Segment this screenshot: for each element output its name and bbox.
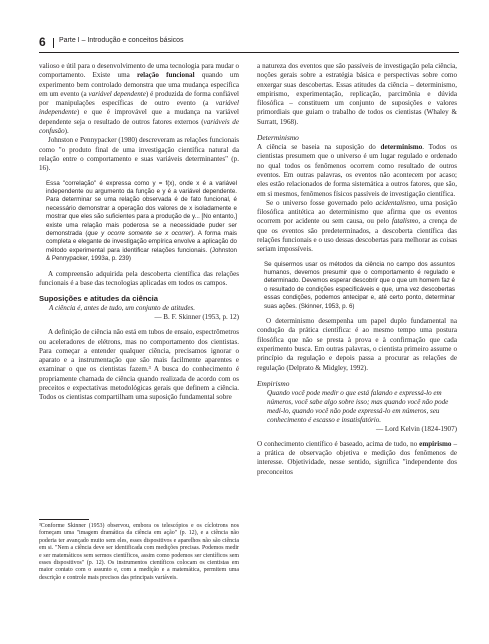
section-heading: Suposições e atitudes da ciência bbox=[39, 294, 159, 304]
page-number: 6 bbox=[39, 35, 46, 49]
left-column bbox=[39, 62, 239, 403]
header-rule bbox=[39, 52, 459, 53]
epigraph-attribution: — B. F. Skinner (1953, p. 12) bbox=[154, 313, 239, 322]
footnote-rule bbox=[39, 519, 89, 520]
paragraph: valioso e útil para o desenvolvimento de uma tecnologia para mudar o comportamento. Existe uma relação funcional quando um experimento bem controlado demonstra que uma mudança específica em um evento (a variável dependente) é produzida de forma confiável por manipulações específicas de outro evento (a variável independente) e que é improvável que a mudança na variável dependente seja o resultado de outros fatores externos (variáveis de confusão). bbox=[39, 62, 239, 136]
paragraph: a natureza dos eventos que são passíveis de investigação pela ciência, noções gerais sobre a estratégia básica e perspectivas sobre como enxergar suas descobertas. Essas atitudes da ciência – determinismo, empirismo, experimentação, replicação, parcimônia e dúvida filosófica – constituem um conjunto de suposições e valores primordiais que guiam o trabalho de todos os cientistas (Whaley & Surratt, 1968). bbox=[257, 62, 457, 126]
running-header bbox=[39, 37, 459, 51]
block-quote: Essa "correlação" é expressa como y = f(x), onde x é a variável independente ou argumento da função e y é a variável dependente. Para determinar se uma relação observada é de fato funcional, é necessário demonstrar a operação dos valores de x isoladamente e mostrar que eles são suficientes para a produção de y... [No entanto,] existe uma relação mais poderosa se a necessidade puder ser demonstrada (que y ocorre somente se x ocorrer). A forma mais completa e elegante de investigação empírica envolve a aplicação do método experimental para identificar relações funcionais. (Johnston & Pennypacker, 1993a, p. 239) bbox=[46, 179, 238, 263]
paragraph: O determinismo desempenha um papel duplo fundamental na condução da prática científica: é ao mesmo tempo uma postura filosófica que não se presta à prova e à confirmação que cada experimento busca. Em outras palavras, o cientista primeiro assume o princípio da regulação e depois passa a procurar as relações de regulação (Delprato & Midgley, 1992). bbox=[257, 317, 457, 372]
paragraph: O conhecimento científico é baseado, acima de tudo, no empirismo – a prática de observação objetiva e medição dos fenômenos de interesse. Objetividade, nesse sentido, significa "independente dos preconceitos bbox=[257, 439, 457, 476]
epigraph-attribution: — Lord Kelvin (1824-1907) bbox=[376, 424, 457, 433]
subsection-heading: Determinismo bbox=[257, 133, 299, 143]
paragraph: Se o universo fosse governado pelo acidentalismo, uma posição filosófica antitética ao determinismo que afirma que os eventos ocorrem por acidente ou sem causa, ou pelo fatalismo, a crença de que os eventos são predeterminados, a descoberta científica das relações funcionais e o uso dessas descobertas para melhorar as coisas seriam impossíveis. bbox=[257, 198, 457, 254]
epigraph: A ciência é, antes de tudo, um conjunto de atitudes. bbox=[49, 304, 196, 313]
part-title: Parte I – Introdução e conceitos básicos bbox=[59, 37, 184, 44]
subsection-heading: Empirismo bbox=[257, 378, 290, 388]
term-empiricism: empirismo bbox=[419, 439, 452, 448]
right-column bbox=[257, 62, 457, 477]
block-quote: Se quisermos usar os métodos da ciência no campo dos assuntos humanos, devemos presumir que o comportamento é regulado e determinado. Devemos esperar descobrir que o que um homem faz é o resultado de condições especificáveis e que, uma vez descobertas essas condições, podemos antecipar e, até certo ponto, determinar suas ações. (Skinner, 1953, p. 6) bbox=[264, 260, 455, 310]
paragraph: A definição de ciência não está em tubos de ensaio, espectrômetros ou aceleradores de elétrons, mas no comportamento dos cientistas. Para começar a entender qualquer ciência, precisamos ignorar o aparato e a instrumentação que são mais facilmente aparentes e examinar o que os cientistas fazem.³ A busca do conhecimento é propriamente chamada de ciência quando realizada de acordo com os preceitos e expectativas metodológicas gerais que definem a ciência. Todos os cientistas compartilham uma suposição fundamental sobre bbox=[39, 328, 239, 402]
term-determinism: determinismo bbox=[380, 143, 423, 152]
paragraph: Johnston e Pennypacker (1980) descreveram as relações funcionais como "o produto final de uma investigação científica natural da relação entre o comportamento e suas variáveis determinantes" (p. 16). bbox=[39, 136, 239, 173]
footnote: ³Conforme Skinner (1953) observou, embora os telescópios e os cíclotrons nos forneçam uma "imagem dramática da ciência em ação" (p. 12), e a ciência não poderia ter avançado muito sem eles, esses dispositivos e aparelhos não são ciência em si. "Nem a ciência deve ser identificada com medições precisas. Podemos medir e ser matemáticos sem sermos científicos, assim como podemos ser científicos sem esses dispositivos" (p. 12). Os instrumentos científicos colocam os cientistas em maior contato com o assunto e, com a medição e a matemática, permitem uma descrição e controle mais precisos das principais variáveis. bbox=[39, 523, 239, 581]
header-separator bbox=[53, 38, 54, 48]
paragraph: A compreensão adquirida pela descoberta científica das relações funcionais é a base das tecnologias aplicadas em todos os campos. bbox=[39, 269, 239, 287]
paragraph: A ciência se baseia na suposição do determinismo. Todos os cientistas presumem que o universo é um lugar regulado e ordenado no qual todos os fenômenos ocorrem como resultado de outros eventos. Em outras palavras, os eventos não acontecem por acaso; eles estão relacionados de forma sistemática a outros fatores, que são, em si mesmos, fenômenos físicos passíveis de investigação científica. bbox=[257, 143, 457, 198]
term-functional-relation: relação funcional bbox=[136, 71, 195, 80]
epigraph: Quando você pode medir o que está falando e expressá-lo em números, você sabe algo sobre isso; mas quando você não pode medi-lo, quando você não pode expressá-lo em números, seu conhecimento é escasso e insatisfatório. bbox=[267, 388, 449, 424]
